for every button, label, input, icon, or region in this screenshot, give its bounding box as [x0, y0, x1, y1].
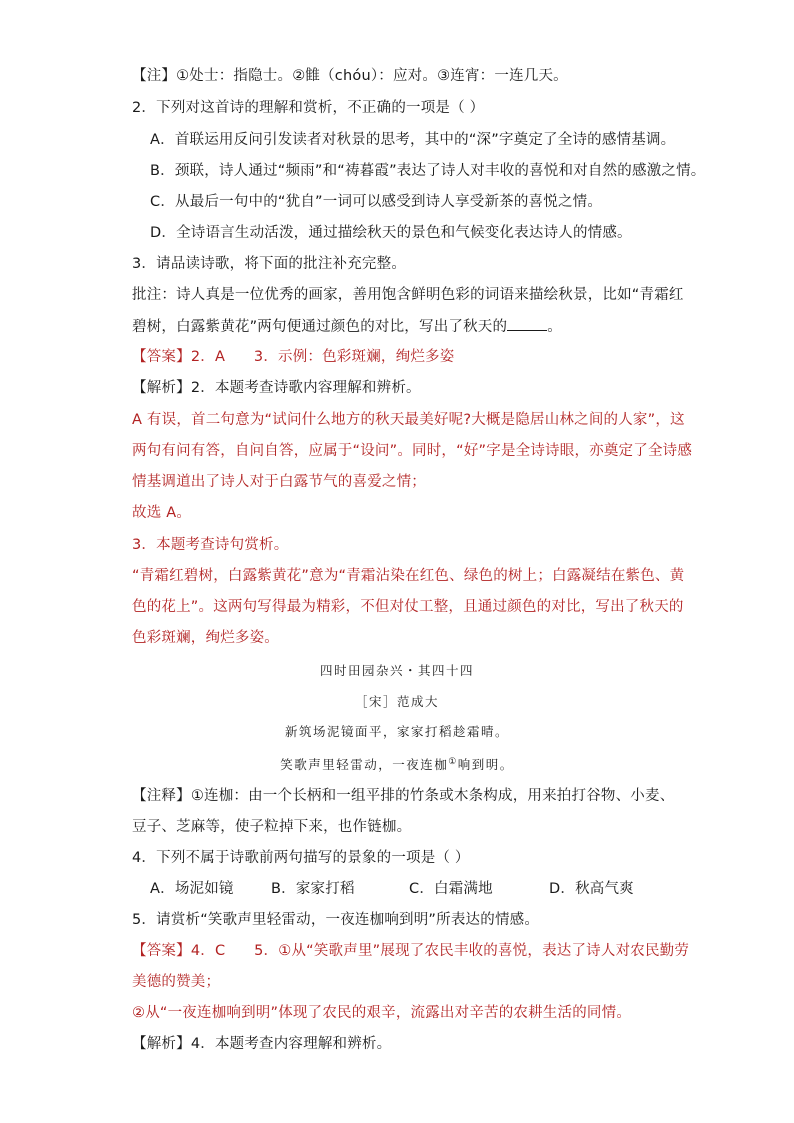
question-4-option-c: C．白霜满地	[409, 881, 493, 897]
annotation-end: 。	[547, 319, 562, 335]
question-4-option-b: B．家家打稻	[271, 881, 355, 897]
answer-line-1	[132, 347, 454, 367]
answer-text: 2．A 3．示例：色彩斑斓，绚烂多姿	[190, 349, 455, 365]
poem-line-2a: 笑歌声里轻雷动，一夜连枷	[280, 757, 449, 773]
analysis-a-line-1: A 有误，首二句意为“试问什么地方的秋天最美好呢?大概是隐居山林之间的人家”，这	[132, 412, 685, 428]
question-5-stem: 5．请赏析“笑歌声里轻雷动，一夜连枷响到明”所表达的情感。	[132, 912, 540, 928]
note-text: ①处士：指隐士。②雔（chóu）：应对。③连宵：一连几天。	[176, 68, 568, 84]
question-4-option-d: D．秋高气爽	[549, 881, 634, 897]
annotation-line-2	[132, 316, 562, 337]
note-tag: 【注】	[132, 68, 177, 84]
gloss-text: ①连枷：由一个长柄和一组平排的竹条或木条构成，用来拍打谷物、小麦、	[190, 788, 675, 804]
analysis-q3-line-1: “青霜红碧树，白露紫黄花”意为“青霜沾染在红色、绿色的树上；白露凝结在紫色、黄	[132, 568, 685, 584]
poem-title: 四时田园杂兴・其四十四	[319, 663, 474, 678]
answer-line-2	[132, 941, 689, 961]
poem-line-2b: 响到明。	[457, 757, 514, 773]
question-2-option-c: C．从最后一句中的“犹自”一词可以感受到诗人享受新茶的喜悦之情。	[150, 194, 603, 210]
analysis-q3-line-2: 色的花上”。这两句写得最为精彩，不但对仗工整，且通过颜色的对比，写出了秋天的	[132, 599, 684, 615]
analysis-2-text: 4．本题考查内容理解和辨析。	[190, 1036, 392, 1052]
annotation-line-1: 批注：诗人真是一位优秀的画家，善用饱含鲜明色彩的词语来描绘秋景，比如“青霜红	[132, 287, 684, 303]
poem-line-2	[0, 752, 794, 775]
question-2-stem: 2．下列对这首诗的理解和赏析，不正确的一项是（ ）	[132, 100, 485, 116]
poem-line-1: 新筑场泥镜面平，家家打稻趁霜晴。	[284, 724, 509, 739]
question-3-stem: 3．请品读诗歌，将下面的批注补充完整。	[132, 256, 407, 272]
question-4-option-a: A．场泥如镜	[150, 881, 234, 897]
analysis-q3-line-3: 色彩斑斓，绚烂多姿。	[132, 630, 279, 646]
analysis-text: 2．本题考查诗歌内容理解和辨析。	[190, 380, 421, 396]
analysis-2-tag: 【解析】	[132, 1036, 191, 1052]
answer-2-prefix: 4．C 5．	[190, 943, 279, 959]
question-2-option-b: B．颈联，诗人通过“频雨”和“祷暮霞”表达了诗人对丰收的喜悦和对自然的感激之情。	[150, 163, 706, 179]
question-2-option-a: A．首联运用反问引发读者对秋景的思考，其中的“深”字奠定了全诗的感情基调。	[150, 132, 676, 148]
question-4-stem: 4．下列不属于诗歌前两句描写的景象的一项是（ ）	[132, 850, 470, 866]
question-2-option-d: D．全诗语言生动活泼，通过描绘秋天的景色和气候变化表达诗人的情感。	[150, 225, 632, 241]
gloss-line-1	[132, 786, 674, 806]
analysis-tag: 【解析】	[132, 380, 191, 396]
analysis-q3-title: 3．本题考查诗句赏析。	[132, 537, 289, 553]
poem-footnote-mark: ①	[448, 757, 458, 767]
gloss-tag: 【注释】	[132, 788, 191, 804]
answer-2-line-3: ②从“一夜连枷响到明”体现了农民的艰辛，流露出对辛苦的农耕生活的同情。	[132, 1005, 632, 1021]
answer-2-line-1: ①从“笑歌声里”展现了农民丰收的喜悦，表达了诗人对农民勤劳	[278, 943, 690, 959]
note-line	[132, 66, 568, 86]
analysis-choose: 故选 A。	[132, 505, 192, 521]
answer-tag: 【答案】	[132, 349, 191, 365]
fill-blank	[507, 316, 547, 331]
gloss-line-2: 豆子、芝麻等，使子粒掉下来，也作链枷。	[132, 819, 412, 835]
analysis-a-line-3: 情基调道出了诗人对于白露节气的喜爱之情；	[132, 474, 426, 490]
answer-2-tag: 【答案】	[132, 943, 191, 959]
analysis-2-line	[132, 1034, 391, 1054]
annotation-text: 碧树，白露紫黄花”两句便通过颜色的对比，写出了秋天的	[132, 319, 508, 335]
poem-author: ［宋］范成大	[354, 694, 439, 709]
analysis-a-line-2: 两句有问有答，自问自答，应属于“设问”。同时，“好”字是全诗诗眼，亦奠定了全诗感	[132, 443, 693, 459]
analysis-line-1	[132, 378, 421, 398]
answer-2-line-2: 美德的赞美；	[132, 974, 221, 990]
